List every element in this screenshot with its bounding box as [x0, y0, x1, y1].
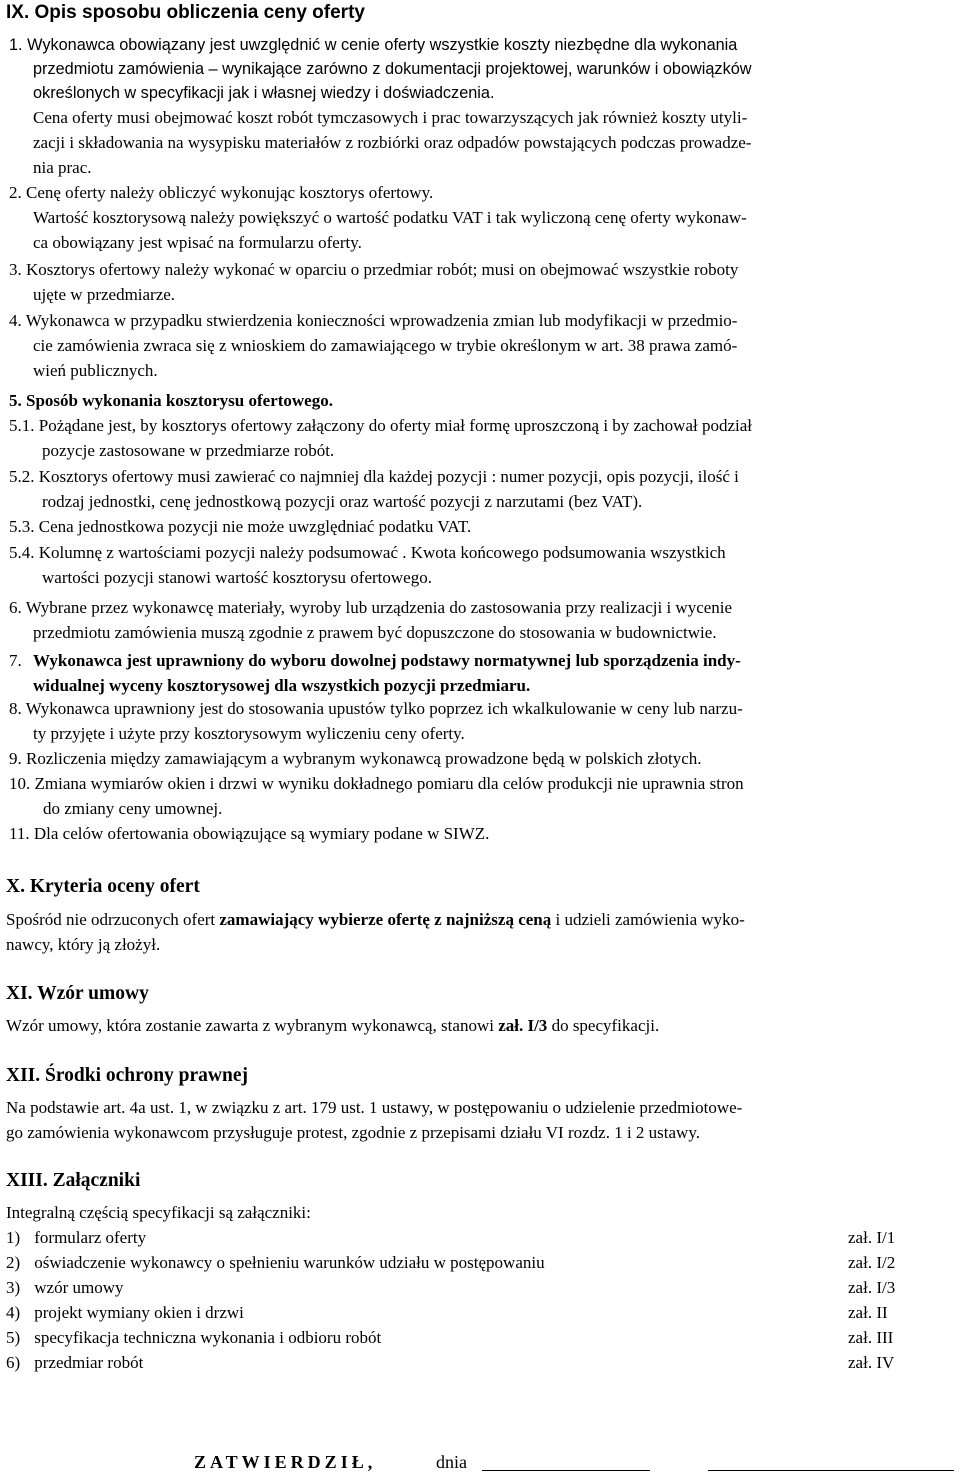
xi-line — [6, 1015, 659, 1037]
section-xi-title: XI. Wzór umowy — [6, 983, 149, 1004]
ix-p5-4-line1: 5.4. Kolumnę z wartościami pozycji należy podsumować . Kwota końcowego podsumowania wszystkich — [9, 543, 726, 562]
xii-line2: go zamówienia wykonawcom przysługuje protest, zgodnie z przepisami działu VI rozdz. 1 i 2 ustawy. — [6, 1123, 700, 1142]
attachment-number: 3) — [6, 1278, 21, 1297]
attachment-number: 6) — [6, 1353, 21, 1372]
ix-p6-line1: 6. Wybrane przez wykonawcę materiały, wyroby lub urządzenia do zastosowania przy realizacji i wycenie — [9, 598, 733, 617]
attachment-ref: zał. I/3 — [848, 1278, 896, 1297]
signature-label: ZATWIERDZIŁ, — [194, 1452, 377, 1472]
ix-p4-line3: wień publicznych. — [33, 361, 158, 380]
ix-p5-2-line2: rodzaj jednostki, cenę jednostkową pozycji oraz wartość pozycji z narzutami (bez VAT). — [42, 492, 643, 511]
attachment-label: przedmiar robót — [34, 1353, 144, 1372]
ix-p1b-line3: nia prac. — [33, 158, 92, 177]
attachment-number: 1) — [6, 1228, 21, 1247]
attachment-number: 5) — [6, 1328, 21, 1347]
ix-p1-line1: 1. Wykonawca obowiązany jest uwzględnić w cenie oferty wszystkie koszty niezbędne dla wykonania — [9, 36, 738, 54]
x-line2: nawcy, który ją złożył. — [6, 935, 161, 954]
ix-p2-line2: Wartość kosztorysową należy powiększyć o wartość podatku VAT i tak wyliczoną cenę oferty wykonaw- — [33, 208, 747, 227]
ix-p2-line1: 2. Cenę oferty należy obliczyć wykonując kosztorys ofertowy. — [9, 183, 434, 202]
ix-p1b-line2: zacji i składowania na wysypisku materiałów z rozbiórki oraz odpadów powstających podczas prowadze- — [33, 133, 752, 152]
section-xii-title: XII. Środki ochrony prawnej — [6, 1065, 248, 1086]
attachment-ref: zał. II — [848, 1303, 888, 1322]
attachment-ref: zał. I/2 — [848, 1253, 896, 1272]
ix-p7-line2: widualnej wyceny kosztorysowej dla wszystkich pozycji przedmiaru. — [33, 676, 531, 695]
x-line1 — [6, 909, 745, 931]
attachment-number: 4) — [6, 1303, 21, 1322]
xiii-intro: Integralną częścią specyfikacji są załączniki: — [6, 1203, 311, 1222]
ix-p6-line2: przedmiotu zamówienia muszą zgodnie z prawem być dopuszczone do stosowania w budownictwie. — [33, 623, 717, 642]
ix-p1-line3: określonych w specyfikacji jak i własnej wiedzy i doświadczenia. — [33, 84, 495, 102]
date-line[interactable] — [482, 1470, 650, 1471]
ix-p8-line1: 8. Wykonawca uprawniony jest do stosowania upustów tylko poprzez ich wkalkulowanie w ceny lub narzu- — [9, 699, 743, 718]
attachment-ref: zał. IV — [848, 1353, 895, 1372]
ix-p10-line1: 10. Zmiana wymiarów okien i drzwi w wyniku dokładnego pomiaru dla celów produkcji nie uprawnia stron — [9, 774, 744, 793]
section-ix-title: IX. Opis sposobu obliczenia ceny oferty — [6, 2, 365, 23]
ix-p5-1-line1: 5.1. Pożądane jest, by kosztorys ofertowy załączony do oferty miał formę uproszczoną i by zachował podział — [9, 416, 753, 435]
section-xiii-title: XIII. Załączniki — [6, 1170, 141, 1191]
attachment-item — [6, 1327, 381, 1349]
attachment-label: wzór umowy — [34, 1278, 124, 1297]
xii-line1: Na podstawie art. 4a ust. 1, w związku z art. 179 ust. 1 ustawy, w postępowaniu o udzielenie przedmiotowe- — [6, 1098, 743, 1117]
x-line1-a: Spośród nie odrzuconych ofert — [6, 910, 220, 929]
x-line1-b: zamawiający wybierze ofertę z najniższą ceną — [219, 910, 552, 929]
attachment-item — [6, 1302, 244, 1324]
signature-line[interactable] — [708, 1470, 954, 1471]
xi-line-b: zał. I/3 — [498, 1016, 548, 1035]
section-x-title: X. Kryteria oceny ofert — [6, 876, 200, 897]
ix-p5-1-line2: pozycje zastosowane w przedmiarze robót. — [42, 441, 335, 460]
attachment-label: formularz oferty — [34, 1228, 147, 1247]
attachment-label: specyfikacja techniczna wykonania i odbioru robót — [34, 1328, 382, 1347]
x-line1-c: i udzieli zamówienia wyko- — [551, 910, 745, 929]
date-label: dnia — [436, 1452, 467, 1472]
ix-p9: 9. Rozliczenia między zamawiającym a wybranym wykonawcą prowadzone będą w polskich złotych. — [9, 749, 702, 768]
ix-p2-line3: ca obowiązany jest wpisać na formularzu oferty. — [33, 233, 362, 252]
ix-p11: 11. Dla celów ofertowania obowiązujące są wymiary podane w SIWZ. — [9, 824, 490, 843]
attachment-item — [6, 1352, 143, 1374]
ix-p5-4-line2: wartości pozycji stanowi wartość kosztorysu ofertowego. — [42, 568, 432, 587]
attachment-number: 2) — [6, 1253, 21, 1272]
ix-p3-line2: ujęte w przedmiarze. — [33, 285, 176, 304]
attachment-item — [6, 1277, 123, 1299]
ix-p3-line1: 3. Kosztorys ofertowy należy wykonać w oparciu o przedmiar robót; musi on obejmować wszystkie roboty — [9, 260, 739, 279]
ix-p1b-line1: Cena oferty musi obejmować koszt robót tymczasowych i prac towarzyszących jak również koszty utyli- — [33, 108, 748, 127]
attachment-ref: zał. I/1 — [848, 1228, 896, 1247]
ix-p4-line2: cie zamówienia zwraca się z wnioskiem do zamawiającego w trybie określonym w art. 38 prawa zamó- — [33, 336, 738, 355]
ix-p5-3: 5.3. Cena jednostkowa pozycji nie może uwzględniać podatku VAT. — [9, 517, 472, 536]
xi-line-c: do specyfikacji. — [547, 1016, 660, 1035]
attachment-item — [6, 1252, 545, 1274]
attachment-label: oświadczenie wykonawcy o spełnieniu warunków udziału w postępowaniu — [34, 1253, 545, 1272]
ix-p7-number: 7. — [9, 651, 22, 670]
attachment-ref: zał. III — [848, 1328, 894, 1347]
ix-p1-line2: przedmiotu zamówienia – wynikające zarówno z dokumentacji projektowej, warunków i obowiązków — [33, 60, 752, 78]
ix-p8-line2: ty przyjęte i użyte przy kosztorysowym wyliczeniu ceny oferty. — [33, 724, 465, 743]
ix-p5-2-line1: 5.2. Kosztorys ofertowy musi zawierać co najmniej dla każdej pozycji : numer pozycji, opis pozycji, ilość i — [9, 467, 739, 486]
attachment-item — [6, 1227, 146, 1249]
ix-p4-line1: 4. Wykonawca w przypadku stwierdzenia konieczności wprowadzenia zmian lub modyfikacji w przedmio- — [9, 311, 738, 330]
xi-line-a: Wzór umowy, która zostanie zawarta z wybranym wykonawcą, stanowi — [6, 1016, 499, 1035]
ix-p7-line1: Wykonawca jest uprawniony do wyboru dowolnej podstawy normatywnej lub sporządzenia indy- — [33, 651, 741, 670]
ix-p5-title: 5. Sposób wykonania kosztorysu ofertowego. — [9, 391, 333, 410]
ix-p10-line2: do zmiany ceny umownej. — [43, 799, 223, 818]
attachment-label: projekt wymiany okien i drzwi — [34, 1303, 244, 1322]
